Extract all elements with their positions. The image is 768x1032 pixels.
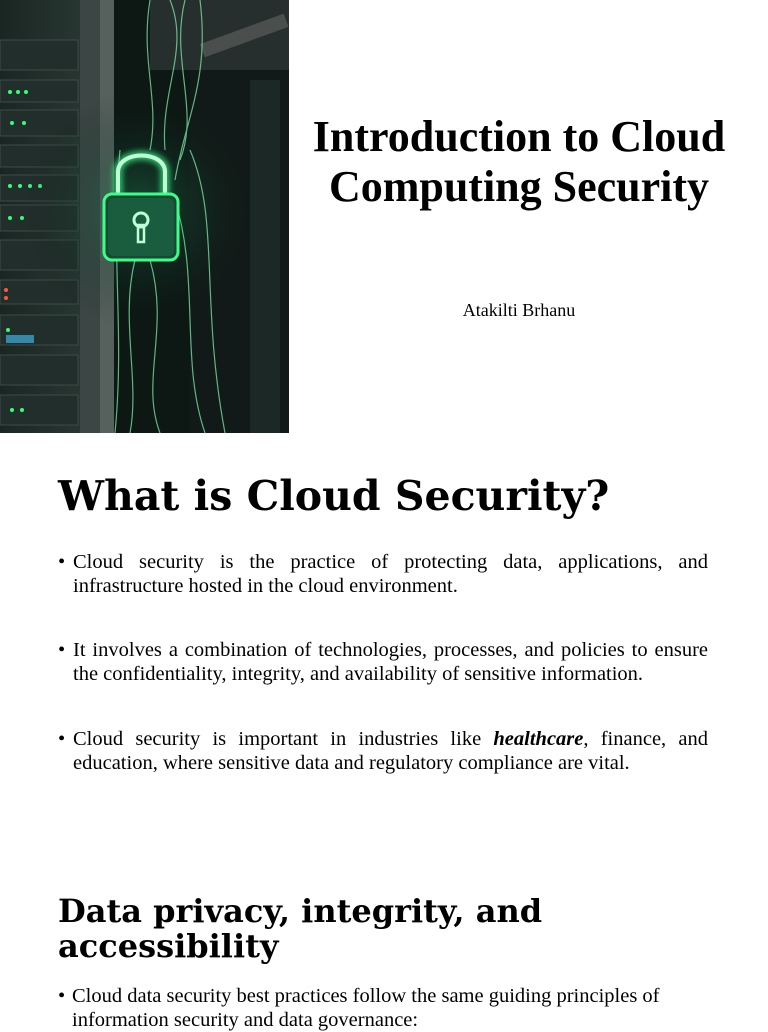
slide-heading: Data privacy, integrity, and accessibility xyxy=(58,892,543,965)
bullet-list xyxy=(58,550,708,815)
author-name: Atakilti Brhanu xyxy=(462,300,576,320)
bullet-item: • Cloud data security best practices follow the same guiding principles of information security and data governance: xyxy=(58,984,722,1032)
bullet-text-start: Cloud security is important in industries like xyxy=(73,728,494,750)
bullet-item: • Cloud security is the practice of protecting data, applications, and infrastructure hosted in the cloud environment. xyxy=(58,550,708,598)
bullet-text-end: , finance, and education, where sensitive data and regulatory compliance are vital. xyxy=(73,728,709,774)
slide-title xyxy=(289,112,749,212)
slide-heading: What is Cloud Security? xyxy=(58,472,610,520)
title-slide xyxy=(0,0,768,433)
data-privacy-slide xyxy=(0,880,768,1031)
slide-title-line-1: Introduction to Cloud xyxy=(312,112,726,161)
server-rack-lock-image xyxy=(0,0,289,433)
bullet-item xyxy=(58,727,708,775)
bullet-item: • It involves a combination of technologies, processes, and policies to ensure the confidentiality, integrity, and availability of sensitive information. xyxy=(58,638,708,686)
emphasis-healthcare: healthcare xyxy=(493,728,584,750)
slide-title-line-2: Computing Security xyxy=(328,162,710,211)
